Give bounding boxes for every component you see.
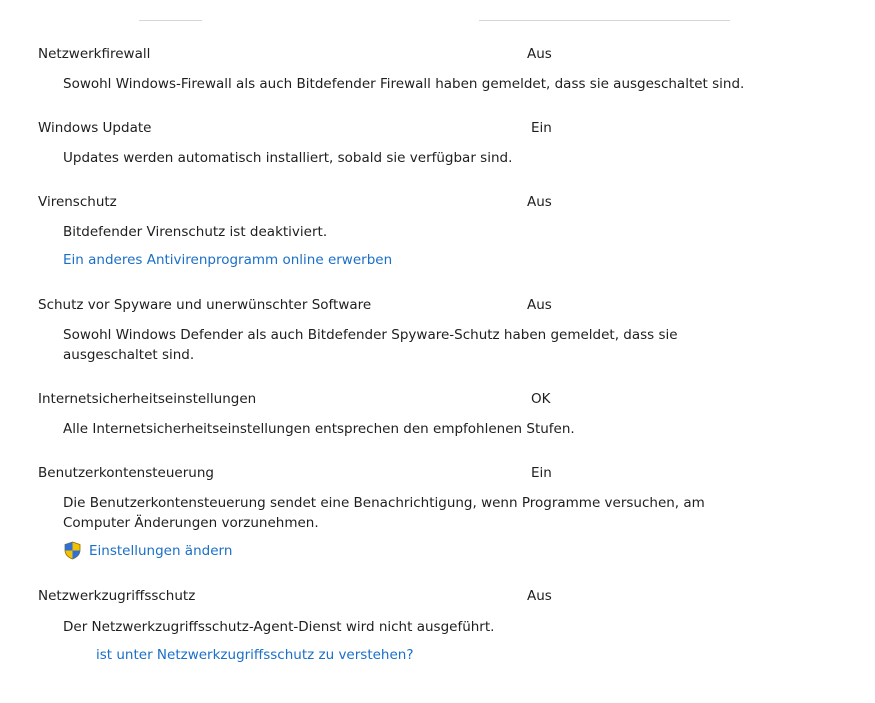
item-description: Updates werden automatisch installiert, sobald sie verfügbar sind. (63, 150, 513, 166)
item-description: Sowohl Windows Defender als auch Bitdefender Spyware-Schutz haben gemeldet, dass sie ausgeschaltet sind. (63, 327, 678, 363)
item-title: Netzwerkzugriffsschutz (38, 588, 196, 604)
nap-info-link[interactable]: ist unter Netzwerkzugriffsschutz zu verstehen? (96, 647, 414, 663)
top-divider-left (139, 20, 202, 21)
item-description: Die Benutzerkontensteuerung sendet eine Benachrichtigung, wenn Programme versuchen, am Computer Änderungen vorzunehmen. (63, 495, 705, 531)
item-description: Alle Internetsicherheitseinstellungen entsprechen den empfohlenen Stufen. (63, 421, 575, 437)
uac-shield-icon (63, 541, 82, 560)
item-status: Ein (531, 120, 552, 136)
item-status: Ein (531, 465, 552, 481)
item-title: Internetsicherheitseinstellungen (38, 391, 257, 407)
item-description: Bitdefender Virenschutz ist deaktiviert. (63, 224, 328, 240)
top-divider-right (479, 20, 730, 21)
item-status: Aus (527, 588, 552, 604)
item-status: Aus (527, 194, 552, 210)
item-description: Sowohl Windows-Firewall als auch Bitdefender Firewall haben gemeldet, dass sie ausgeschaltet sind. (63, 76, 745, 92)
item-status: Aus (527, 46, 552, 62)
item-title: Netzwerkfirewall (38, 46, 151, 62)
item-description: Der Netzwerkzugriffsschutz-Agent-Dienst wird nicht ausgeführt. (63, 619, 495, 635)
item-status: OK (531, 391, 551, 407)
change-uac-settings-label: Einstellungen ändern (89, 542, 233, 559)
item-title: Virenschutz (38, 194, 117, 210)
change-uac-settings-link[interactable] (63, 541, 232, 560)
buy-antivirus-link[interactable]: Ein anderes Antivirenprogramm online erwerben (63, 252, 393, 268)
item-title: Benutzerkontensteuerung (38, 465, 214, 481)
item-status: Aus (527, 297, 552, 313)
item-title: Windows Update (38, 120, 152, 136)
item-title: Schutz vor Spyware und unerwünschter Software (38, 297, 372, 313)
